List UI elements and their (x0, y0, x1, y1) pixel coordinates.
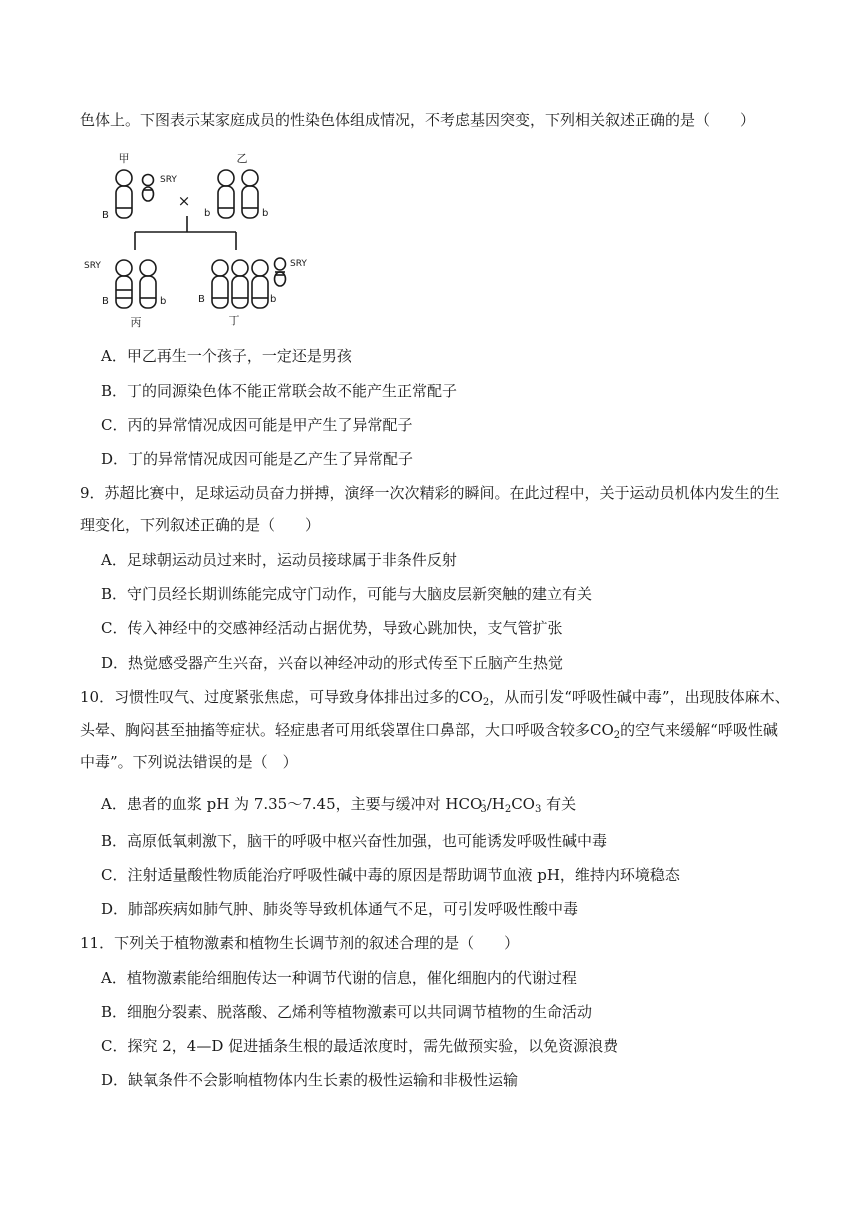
q10-stem-line3: 中毒”。下列说法错误的是（ ） (80, 753, 298, 771)
bing-x-chromosome-left (116, 260, 132, 308)
q8-option-d: D．丁的异常情况成因可能是乙产生了异常配子 (101, 450, 414, 468)
label-sry-jia: SRY (160, 175, 177, 185)
q8-option-b: B．丁的同源染色体不能正常联会故不能产生正常配子 (101, 382, 458, 400)
q10-option-c: C．注射适量酸性物质能治疗呼吸性碱中毒的原因是帮助调节血液 pH，维持内环境稳态 (101, 866, 680, 884)
q9-option-d: D．热觉感受器产生兴奋，兴奋以神经冲动的形式传至下丘脑产生热觉 (101, 654, 564, 672)
q11-option-a: A．植物激素能给细胞传达一种调节代谢的信息，催化细胞内的代谢过程 (101, 969, 577, 987)
bing-x-chromosome-right (140, 260, 156, 308)
ding-x-chromosome-2 (232, 260, 248, 308)
label-jia: 甲 (118, 152, 130, 165)
q9-option-a: A．足球朝运动员过来时，运动员接球属于非条件反射 (101, 551, 457, 569)
q11-option-c: C．探究 2，4—D 促进插条生根的最适浓度时，需先做预实验，以免资源浪费 (101, 1037, 619, 1055)
q10-stem-line2: 头晕、胸闷甚至抽搐等症状。轻症患者可用纸袋罩住口鼻部，大口呼吸含较多$CO_2$的空气来缓解“呼吸性碱 (80, 721, 778, 741)
label-bing: 丙 (130, 316, 142, 329)
label-b-yi-left: b (204, 208, 211, 219)
label-B-ding: B (198, 294, 205, 305)
label-B-bing: B (102, 296, 109, 307)
label-sry-ding: SRY (290, 259, 307, 269)
q8-option-a: A．甲乙再生一个孩子，一定还是男孩 (101, 347, 352, 365)
q10-stem-line1: 10．习惯性叹气、过度紧张焦虑，可导致身体排出过多的$CO_2$，从而引发“呼吸性碱中毒”，出现肢体麻木、 (80, 688, 790, 708)
label-ding: 丁 (228, 314, 240, 327)
ding-x-chromosome-3 (252, 260, 268, 308)
q11-stem-line1: 11．下列关于植物激素和植物生长调节剂的叙述合理的是（ ） (80, 934, 520, 952)
q9-option-c: C．传入神经中的交感神经活动占据优势，导致心跳加快，支气管扩张 (101, 619, 563, 637)
sex-chromosome-pedigree-figure (80, 150, 320, 340)
label-b-yi-right: b (262, 208, 269, 219)
label-b-ding: b (270, 294, 277, 305)
ding-x-chromosome-1 (212, 260, 228, 308)
jia-y-chromosome (143, 175, 154, 202)
jia-x-chromosome (116, 170, 132, 218)
q9-option-b: B．守门员经长期训练能完成守门动作，可能与大脑皮层新突触的建立有关 (101, 585, 593, 603)
question-stem-continuation: 色体上。下图表示某家庭成员的性染色体组成情况，不考虑基因突变，下列相关叙述正确的是（ ） (80, 111, 756, 129)
q11-option-b: B．细胞分裂素、脱落酸、乙烯利等植物激素可以共同调节植物的生命活动 (101, 1003, 593, 1021)
ding-y-chromosome (275, 258, 286, 286)
q9-stem-line2: 理变化，下列叙述正确的是（ ） (80, 516, 321, 534)
label-B-jia: B (102, 210, 109, 221)
label-sry-bing: SRY (84, 261, 101, 271)
yi-x-chromosome-left (218, 170, 234, 218)
label-yi: 乙 (236, 152, 248, 165)
q10-option-b: B．高原低氧刺激下，脑干的呼吸中枢兴奋性加强，也可能诱发呼吸性碱中毒 (101, 832, 608, 850)
label-b-bing: b (160, 296, 167, 307)
q11-option-d: D．缺氧条件不会影响植物体内生长素的极性运输和非极性运输 (101, 1071, 519, 1089)
co2-formula: $CO_2$ (459, 688, 490, 708)
buffer-pair-formula: $HCO^-_3/H_2CO_3$ (445, 795, 542, 815)
q10-option-d: D．肺部疾病如肺气肿、肺炎等导致机体通气不足，可引发呼吸性酸中毒 (101, 900, 579, 918)
yi-x-chromosome-right (242, 170, 258, 218)
co2-formula: $CO_2$ (590, 721, 621, 741)
q9-stem-line1: 9．苏超比赛中，足球运动员奋力拼搏，演绎一次次精彩的瞬间。在此过程中，关于运动员机体内发生的生 (80, 484, 780, 502)
q8-option-c: C．丙的异常情况成因可能是甲产生了异常配子 (101, 416, 413, 434)
q10-option-a: A．患者的血浆 pH 为 7.35～7.45，主要与缓冲对 $HCO^-_3/H_2CO_3$ 有关 (101, 795, 577, 815)
cross-symbol: × (177, 192, 191, 210)
